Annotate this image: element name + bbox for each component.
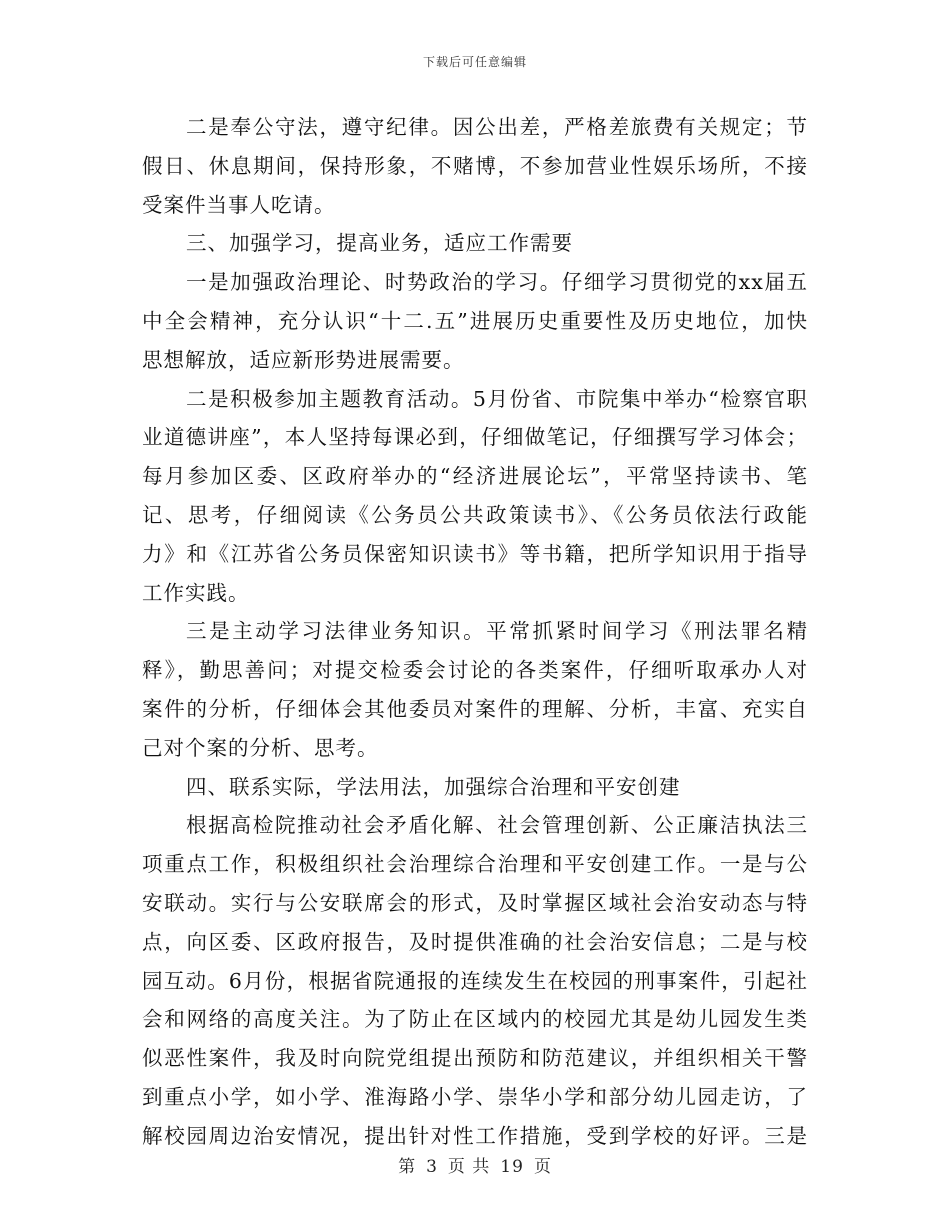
paragraph-line: 己对个案的分析、思考。 [142,735,379,760]
paragraph-line: 业道德讲座”，本人坚持每课必到，仔细做笔记，仔细撰写学习体会； [142,425,808,450]
paragraph-line: 安联动。实行与公安联席会的形式，及时掌握区域社会治安动态与特 [142,890,808,915]
page-label-suffix: 页 [533,1157,552,1177]
paragraph-line: 到重点小学，如小学、淮海路小学、崇华小学和部分幼儿园走访，了 [142,1084,808,1109]
paragraph-line: 二是奉公守法，遵守纪律。因公出差，严格差旅费有关规定；节 [186,115,808,139]
paragraph-line: 中全会精神，充分认识“十二.五”进展历史重要性及历史地位，加快 [142,308,808,333]
total-pages-number: 19 [500,1157,524,1177]
paragraph-line: 三是主动学习法律业务知识。平常抓紧时间学习《刑法罪名精 [186,619,808,644]
section-heading: 三、加强学习，提高业务，适应工作需要 [186,231,573,256]
paragraph-line: 一是加强政治理论、时势政治的学习。仔细学习贯彻党的xx届五 [186,270,808,295]
paragraph-line: 假日、休息期间，保持形象，不赌博，不参加营业性娱乐场所，不接 [142,153,808,178]
paragraph-line: 案件的分析，仔细体会其他委员对案件的理解、分析，丰富、充实自 [142,696,808,721]
paragraph-line: 似恶性案件，我及时向院党组提出预防和防范建议，并组织相关干警 [142,1046,808,1071]
paragraph-line: 二是积极参加主题教育活动。5月份省、市院集中举办“检察官职 [186,386,808,411]
paragraph-line: 受案件当事人吃请。 [142,192,336,217]
paragraph-line: 思想解放，适应新形势进展需要。 [142,347,465,372]
document-body [142,108,808,1156]
current-page-number: 3 [426,1157,438,1177]
page-label-prefix: 第 [398,1157,417,1177]
paragraph-line: 园互动。6月份，根据省院通报的连续发生在校园的刑事案件，引起社 [142,968,808,993]
paragraph-line: 项重点工作，积极组织社会治理综合治理和平安创建工作。一是与公 [142,852,808,877]
paragraph-line: 会和网络的高度关注。为了防止在区域内的校园尤其是幼儿园发生类 [142,1007,808,1032]
section-heading: 四、联系实际，学法用法，加强综合治理和平安创建 [186,774,681,799]
page-label-mid: 页 共 [447,1157,491,1177]
paragraph-line: 点，向区委、区政府报告，及时提供准确的社会治安信息；二是与校 [142,929,808,954]
paragraph-line: 力》和《江苏省公务员保密知识读书》等书籍，把所学知识用于指导 [142,541,808,566]
paragraph-line: 释》，勤思善问；对提交检委会讨论的各类案件，仔细听取承办人对 [142,658,808,683]
page-header-note: 下载后可任意编辑 [422,55,527,69]
page-footer [0,1152,950,1177]
paragraph-line: 每月参加区委、区政府举办的“经济进展论坛”，平常坚持读书、笔 [142,464,808,489]
paragraph-line: 解校园周边治安情况，提出针对性工作措施，受到学校的好评。三是 [142,1123,808,1148]
paragraph-line: 记、思考，仔细阅读《公务员公共政策读书》、《公务员依法行政能 [142,502,808,527]
paragraph-line: 工作实践。 [142,580,250,605]
paragraph-line: 根据高检院推动社会矛盾化解、社会管理创新、公正廉洁执法三 [186,813,808,838]
